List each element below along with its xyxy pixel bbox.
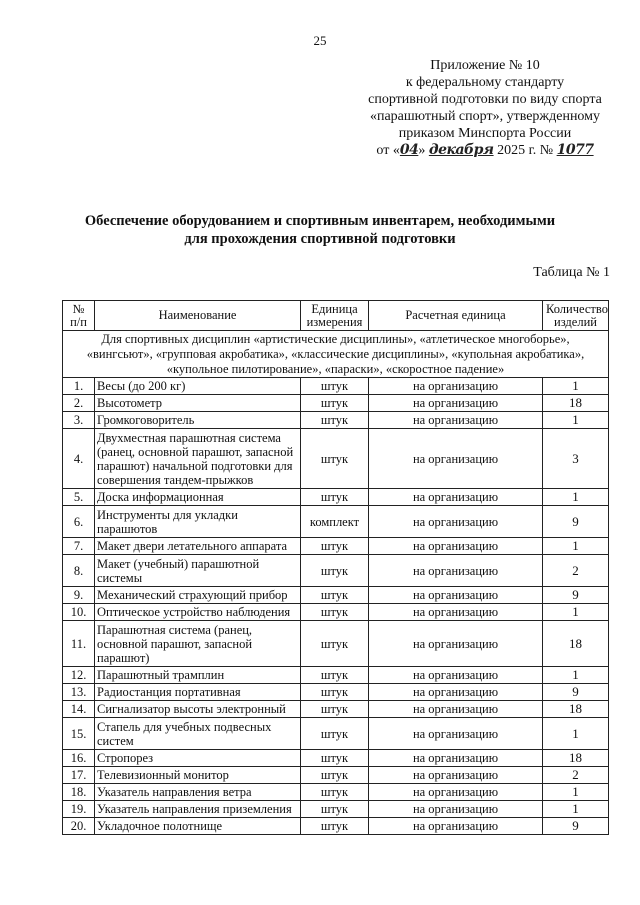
order-date-line: от «04» декабря 2025 г. № 1077	[376, 142, 594, 158]
item-calc-unit: на организацию	[369, 621, 543, 667]
item-name: Макет (учебный) парашютной системы	[95, 555, 301, 587]
handwritten-day: 04	[399, 142, 419, 158]
item-name: Весы (до 200 кг)	[95, 378, 301, 395]
row-number: 1.	[63, 378, 95, 395]
item-quantity: 18	[543, 750, 609, 767]
item-unit: штук	[301, 767, 369, 784]
item-unit: штук	[301, 378, 369, 395]
table-row	[63, 604, 609, 621]
item-name: Инструменты для укладки парашютов	[95, 506, 301, 538]
item-name: Укладочное полотнище	[95, 818, 301, 835]
appendix-line: Приложение № 10	[430, 58, 540, 73]
table-row	[63, 489, 609, 506]
row-number: 13.	[63, 684, 95, 701]
header-unit: Единица измерения	[301, 301, 369, 331]
item-calc-unit: на организацию	[369, 750, 543, 767]
item-name: Доска информационная	[95, 489, 301, 506]
table-row	[63, 718, 609, 750]
table-row	[63, 429, 609, 489]
document-title: Обеспечение оборудованием и спортивным инвентарем, необходимыми для прохождения спортивной подготовки	[84, 213, 556, 247]
table-row	[63, 506, 609, 538]
item-unit: штук	[301, 555, 369, 587]
item-unit: штук	[301, 489, 369, 506]
row-number: 8.	[63, 555, 95, 587]
appendix-header	[340, 57, 630, 159]
row-number: 7.	[63, 538, 95, 555]
item-calc-unit: на организацию	[369, 489, 543, 506]
table-row	[63, 818, 609, 835]
item-calc-unit: на организацию	[369, 767, 543, 784]
item-name: Телевизионный монитор	[95, 767, 301, 784]
item-calc-unit: на организацию	[369, 412, 543, 429]
item-unit: штук	[301, 684, 369, 701]
item-name: Стапель для учебных подвесных систем	[95, 718, 301, 750]
equipment-table	[62, 300, 609, 835]
item-calc-unit: на организацию	[369, 429, 543, 489]
row-number: 18.	[63, 784, 95, 801]
item-calc-unit: на организацию	[369, 506, 543, 538]
item-unit: комплект	[301, 506, 369, 538]
item-quantity: 9	[543, 818, 609, 835]
item-name: Высотометр	[95, 395, 301, 412]
row-number: 15.	[63, 718, 95, 750]
item-unit: штук	[301, 538, 369, 555]
item-quantity: 1	[543, 412, 609, 429]
row-number: 16.	[63, 750, 95, 767]
table-row	[63, 701, 609, 718]
table-row	[63, 412, 609, 429]
item-name: Громкоговоритель	[95, 412, 301, 429]
item-quantity: 9	[543, 587, 609, 604]
item-quantity: 1	[543, 667, 609, 684]
appendix-line: спортивной подготовки по виду спорта	[368, 92, 602, 107]
table-header-row	[63, 301, 609, 331]
item-name: Парашютный трамплин	[95, 667, 301, 684]
table-row	[63, 395, 609, 412]
header-num: № п/п	[63, 301, 95, 331]
item-calc-unit: на организацию	[369, 538, 543, 555]
table-row	[63, 801, 609, 818]
row-number: 17.	[63, 767, 95, 784]
row-number: 3.	[63, 412, 95, 429]
item-calc-unit: на организацию	[369, 378, 543, 395]
item-calc-unit: на организацию	[369, 395, 543, 412]
item-unit: штук	[301, 412, 369, 429]
handwritten-order-number: 1077	[556, 142, 594, 158]
appendix-line: к федеральному стандарту	[405, 75, 565, 90]
item-quantity: 1	[543, 718, 609, 750]
row-number: 2.	[63, 395, 95, 412]
item-quantity: 1	[543, 801, 609, 818]
row-number: 6.	[63, 506, 95, 538]
item-quantity: 1	[543, 604, 609, 621]
row-number: 19.	[63, 801, 95, 818]
item-name: Радиостанция портативная	[95, 684, 301, 701]
item-quantity: 18	[543, 621, 609, 667]
table-row	[63, 587, 609, 604]
header-qty: Количество изделий	[543, 301, 609, 331]
item-calc-unit: на организацию	[369, 667, 543, 684]
item-name: Макет двери летательного аппарата	[95, 538, 301, 555]
item-unit: штук	[301, 587, 369, 604]
item-calc-unit: на организацию	[369, 555, 543, 587]
page-number: 25	[313, 33, 327, 48]
item-quantity: 3	[543, 429, 609, 489]
row-number: 20.	[63, 818, 95, 835]
item-name: Сигнализатор высоты электронный	[95, 701, 301, 718]
row-number: 4.	[63, 429, 95, 489]
table-row	[63, 378, 609, 395]
item-name: Двухместная парашютная система (ранец, основной парашют, запасной парашют) начальной подготовки для совершения тандем-прыжков	[95, 429, 301, 489]
item-unit: штук	[301, 718, 369, 750]
item-calc-unit: на организацию	[369, 701, 543, 718]
item-unit: штук	[301, 429, 369, 489]
row-number: 10.	[63, 604, 95, 621]
table-row	[63, 621, 609, 667]
item-quantity: 1	[543, 784, 609, 801]
item-quantity: 18	[543, 701, 609, 718]
handwritten-month: декабря	[428, 142, 494, 158]
row-number: 5.	[63, 489, 95, 506]
row-number: 12.	[63, 667, 95, 684]
item-calc-unit: на организацию	[369, 684, 543, 701]
item-name: Стропорез	[95, 750, 301, 767]
item-unit: штук	[301, 818, 369, 835]
item-unit: штук	[301, 750, 369, 767]
row-number: 11.	[63, 621, 95, 667]
item-calc-unit: на организацию	[369, 604, 543, 621]
item-unit: штук	[301, 701, 369, 718]
section-row	[63, 331, 609, 378]
item-unit: штук	[301, 801, 369, 818]
table-row	[63, 684, 609, 701]
item-name: Оптическое устройство наблюдения	[95, 604, 301, 621]
item-unit: штук	[301, 784, 369, 801]
item-quantity: 2	[543, 555, 609, 587]
table-row	[63, 538, 609, 555]
table-row	[63, 555, 609, 587]
table-row	[63, 784, 609, 801]
item-calc-unit: на организацию	[369, 718, 543, 750]
item-unit: штук	[301, 395, 369, 412]
item-name: Парашютная система (ранец, основной парашют, запасной парашют)	[95, 621, 301, 667]
row-number: 14.	[63, 701, 95, 718]
appendix-line: приказом Минспорта России	[398, 126, 572, 141]
item-quantity: 18	[543, 395, 609, 412]
item-unit: штук	[301, 667, 369, 684]
item-calc-unit: на организацию	[369, 801, 543, 818]
item-quantity: 1	[543, 489, 609, 506]
item-name: Указатель направления приземления	[95, 801, 301, 818]
item-quantity: 9	[543, 684, 609, 701]
header-calc-unit: Расчетная единица	[369, 301, 543, 331]
appendix-line: «парашютный спорт», утвержденному	[369, 109, 601, 124]
item-quantity: 1	[543, 378, 609, 395]
table-row	[63, 667, 609, 684]
item-name: Указатель направления ветра	[95, 784, 301, 801]
item-calc-unit: на организацию	[369, 784, 543, 801]
item-name: Механический страхующий прибор	[95, 587, 301, 604]
header-name: Наименование	[95, 301, 301, 331]
item-unit: штук	[301, 621, 369, 667]
row-number: 9.	[63, 587, 95, 604]
item-quantity: 1	[543, 538, 609, 555]
item-calc-unit: на организацию	[369, 818, 543, 835]
table-row	[63, 767, 609, 784]
section-text: Для спортивных дисциплин «артистические дисциплины», «атлетическое многоборье», «вингсьют», «групповая акробатика», «классические дисциплины», «купольная акробатика», «купольное пилотирование», «параски», «скоростное падение»	[63, 331, 609, 378]
item-calc-unit: на организацию	[369, 587, 543, 604]
item-unit: штук	[301, 604, 369, 621]
item-quantity: 2	[543, 767, 609, 784]
item-quantity: 9	[543, 506, 609, 538]
table-label: Таблица № 1	[533, 265, 610, 280]
table-row	[63, 750, 609, 767]
